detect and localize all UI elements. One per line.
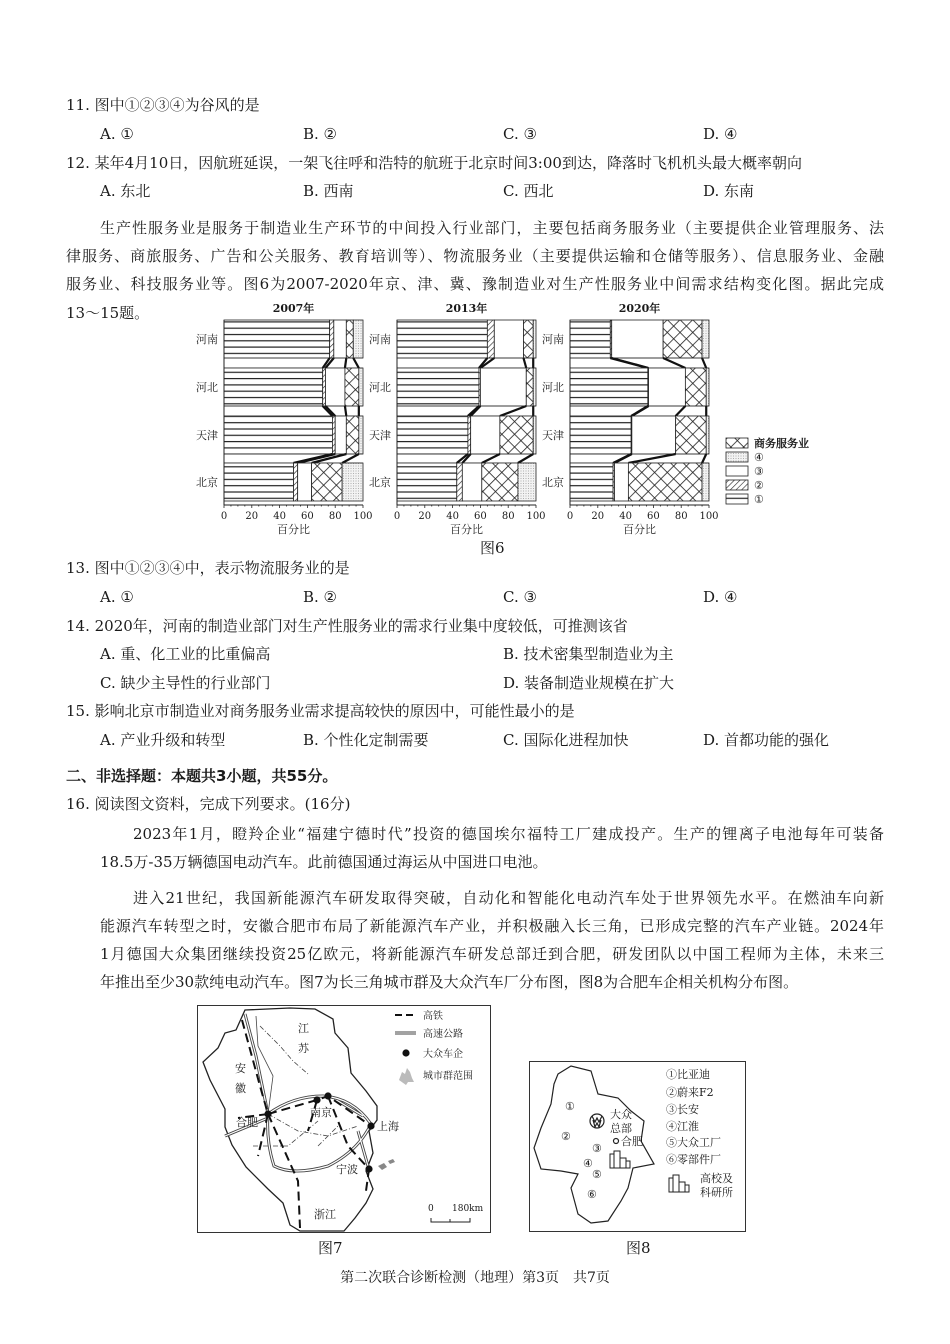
label-jiangsu-2: 苏	[298, 1042, 309, 1055]
legend-high-speed-rail: 高铁	[423, 1011, 443, 1022]
legend-parts-factory: ⑥零部件厂	[666, 1153, 721, 1166]
legend-swatch	[726, 466, 748, 476]
q16-paragraph-line: 能源汽车转型之时，安徽合肥市布局了新能源汽车产业，并积极融入长三角，已形成完整的汽车产业链。2024年	[100, 917, 884, 935]
x-tick-label: 60	[647, 511, 660, 522]
q13-option-a: A. ①	[100, 588, 134, 606]
q11-option-a: A. ①	[100, 125, 134, 143]
q16-paragraph-line: 进入21世纪，我国新能源汽车研发取得突破，自动化和智能化电动汽车处于世界领先水平。在燃油车向新	[133, 889, 884, 907]
connector-line	[628, 454, 675, 463]
connector-line	[663, 358, 685, 368]
mark-1: ①	[565, 1100, 575, 1113]
bar-segment	[224, 463, 294, 501]
legend-label: ④	[754, 451, 764, 464]
bar-segment	[224, 368, 323, 406]
legend-swatch	[726, 438, 748, 448]
legend-changan: ③长安	[666, 1103, 699, 1116]
q13-option-b: B. ②	[303, 588, 338, 606]
q13-option-c: C. ③	[503, 588, 537, 606]
bar-segment	[312, 463, 343, 501]
bar-segment	[294, 463, 298, 501]
bar-segment	[570, 368, 648, 406]
legend-nio: ②蔚来F2	[666, 1086, 714, 1099]
bar-segment	[359, 368, 363, 406]
q14-option-c: C. 缺少主导性的行业部门	[100, 674, 271, 692]
panel-title: 2020年	[618, 302, 661, 315]
x-tick-label: 100	[526, 511, 546, 522]
bar-segment	[346, 320, 353, 358]
panel-title: 2013年	[445, 302, 488, 315]
connector-line	[702, 358, 706, 368]
bar-segment	[345, 368, 359, 406]
category-label: 天津	[542, 429, 564, 442]
category-label: 河南	[542, 333, 564, 346]
q11-option-c: C. ③	[503, 125, 537, 143]
connector-line	[500, 406, 526, 416]
intro-line: 13～15题。	[66, 304, 150, 322]
category-label: 北京	[369, 476, 391, 489]
q13-option-d: D. ④	[703, 588, 738, 606]
mark-2: ②	[561, 1130, 571, 1143]
x-axis-label: 百分比	[277, 523, 310, 536]
connector-line	[523, 358, 526, 368]
bar-segment	[533, 320, 536, 358]
q14-option-d: D. 装备制造业规模在扩大	[503, 674, 675, 692]
bar-segment	[335, 416, 346, 454]
q12-option-c: C. 西北	[503, 182, 554, 200]
legend-vw-plant: 大众车企	[423, 1049, 463, 1060]
bar-segment	[397, 463, 457, 501]
label-ningbo: 宁波	[336, 1163, 358, 1176]
legend-jac: ④江淮	[666, 1120, 699, 1133]
bar-segment	[702, 463, 709, 501]
bar-segment	[523, 320, 533, 358]
q13-stem: 13. 图中①②③④中，表示物流服务业的是	[66, 559, 350, 577]
bar-segment	[494, 320, 523, 358]
label-jiangsu-1: 江	[298, 1022, 309, 1035]
x-tick-label: 0	[566, 511, 574, 522]
panel-title: 2007年	[272, 302, 315, 315]
bar-segment	[702, 320, 709, 358]
figure-7-map	[197, 1005, 491, 1233]
vw-hq-label-2: 总部	[610, 1122, 632, 1135]
bar-segment	[570, 320, 610, 358]
bar-segment	[342, 463, 363, 501]
q14-stem: 14. 2020年，河南的制造业部门对生产性服务业的需求行业集中度较低，可推测该省	[66, 617, 628, 635]
x-tick-label: 60	[474, 511, 487, 522]
q15-option-d: D. 首都功能的强化	[703, 731, 830, 749]
category-label: 河南	[369, 333, 391, 346]
mark-3: ③	[592, 1142, 602, 1155]
q12-option-d: D. 东南	[703, 182, 755, 200]
q16-paragraph-line: 18.5万-35万辆德国电动汽车。此前德国通过海运从中国进口电池。	[100, 853, 548, 871]
bar-segment	[518, 463, 536, 501]
q12-option-b: B. 西南	[303, 182, 354, 200]
legend-city-cluster: 城市群范围	[423, 1071, 473, 1082]
connector-line	[518, 454, 533, 463]
bar-segment	[526, 368, 533, 406]
connector-line	[345, 406, 346, 416]
legend-vw-factory: ⑤大众工厂	[666, 1136, 721, 1149]
q11-option-b: B. ②	[303, 125, 338, 143]
q15-stem: 15. 影响北京市制造业对商务服务业需求提高较快的原因中，可能性最小的是	[66, 702, 575, 720]
bar-segment	[676, 416, 707, 454]
bar-segment	[468, 416, 471, 454]
legend-building-icon	[669, 1175, 689, 1192]
intro-line: 律服务、商旅服务、广告和公关服务、教育培训等）、物流服务业（主要提供运输和仓储等服务）、信息服务业、金融	[66, 247, 884, 265]
vw-hq-label-1: 大众	[610, 1108, 632, 1121]
mark-5: ⑤	[592, 1168, 602, 1181]
section-2-heading: 二、非选择题：本题共3小题，共55分。	[66, 767, 338, 785]
hefei-label: 合肥	[621, 1135, 643, 1148]
bar-segment	[359, 416, 363, 454]
connector-line	[482, 454, 500, 463]
bar-segment	[346, 416, 359, 454]
label-shanghai: 上海	[377, 1120, 399, 1133]
category-label: 北京	[542, 476, 564, 489]
q16-stem: 16. 阅读图文资料，完成下列要求。(16分)	[66, 795, 351, 813]
q15-option-a: A. 产业升级和转型	[100, 731, 226, 749]
legend-university-2: 科研所	[700, 1186, 733, 1199]
legend-university-1: 高校及	[700, 1172, 733, 1185]
x-tick-label: 20	[591, 511, 605, 522]
bar-segment	[323, 368, 326, 406]
q15-option-b: B. 个性化定制需要	[303, 731, 429, 749]
figure-8-map	[529, 1061, 746, 1232]
x-tick-label: 80	[501, 511, 515, 522]
category-label: 河北	[542, 381, 564, 394]
legend-swatch	[726, 480, 748, 490]
q11-stem: 11. 图中①②③④为谷风的是	[66, 96, 260, 114]
legend-label: ①	[754, 493, 764, 506]
bar-segment	[685, 368, 706, 406]
x-tick-label: 80	[328, 511, 342, 522]
bar-segment	[224, 320, 330, 358]
x-tick-label: 100	[353, 511, 373, 522]
scale-distance: 180km	[452, 1204, 484, 1214]
category-label: 天津	[369, 429, 391, 442]
bar-segment	[397, 416, 468, 454]
bar-segment	[649, 368, 686, 406]
connector-line	[702, 454, 706, 463]
bar-segment	[614, 463, 628, 501]
q12-stem: 12. 某年4月10日，因航班延误，一架飞往呼和浩特的航班于北京时间3:00到达，降落时飞机机头最大概率朝向	[66, 154, 802, 172]
bar-segment	[663, 320, 702, 358]
q11-option-d: D. ④	[703, 125, 738, 143]
x-axis-label: 百分比	[623, 523, 656, 536]
legend-label: ②	[754, 479, 764, 492]
bar-segment	[487, 320, 494, 358]
connector-line	[614, 454, 631, 463]
mark-6: ⑥	[587, 1188, 597, 1201]
category-label: 天津	[196, 429, 218, 442]
x-tick-label: 40	[619, 511, 632, 522]
yrd-region-outline	[203, 1008, 377, 1231]
intro-line: 服务业、科技服务业等。图6为2007-2020年京、津、冀、豫制造业对生产性服务业中间需求结构变化图。据此完成	[66, 275, 884, 293]
connector-line	[353, 358, 359, 368]
bar-segment	[224, 416, 332, 454]
connector-line	[612, 358, 649, 368]
bar-segment	[330, 320, 334, 358]
q15-option-c: C. 国际化进程加快	[503, 731, 629, 749]
q14-option-b: B. 技术密集型制造业为主	[503, 645, 674, 663]
intro-line: 生产性服务业是服务于制造业生产环节的中间投入行业部门，主要包括商务服务业（主要提供企业管理服务、法	[100, 219, 884, 237]
x-tick-label: 0	[393, 511, 401, 522]
figure-6-caption: 图6	[480, 539, 505, 557]
bar-segment	[334, 320, 347, 358]
label-nanjing: 南京	[310, 1106, 332, 1119]
bar-segment	[612, 320, 663, 358]
bar-segment	[332, 416, 335, 454]
category-label: 北京	[196, 476, 218, 489]
x-tick-label: 40	[446, 511, 459, 522]
category-label: 河南	[196, 333, 218, 346]
scale-zero: 0	[428, 1204, 434, 1214]
bar-segment	[533, 416, 536, 454]
bar-segment	[457, 463, 463, 501]
scale-bar	[428, 1204, 484, 1222]
label-hefei: 合肥	[236, 1116, 258, 1129]
figure-7-caption: 图7	[318, 1239, 343, 1257]
x-tick-label: 60	[301, 511, 314, 522]
connector-line	[676, 406, 686, 416]
bar-segment	[628, 463, 702, 501]
x-tick-label: 40	[273, 511, 286, 522]
bar-segment	[632, 416, 676, 454]
q16-paragraph-line: 年推出至少30款纯电动汽车。图7为长三角城市群及大众汽车厂分布图，图8为合肥车企相关机构分布图。	[100, 973, 799, 991]
bar-segment	[462, 463, 481, 501]
bar-segment	[482, 463, 518, 501]
legend-highway: 高速公路	[423, 1029, 463, 1040]
figure-7-legend	[395, 1009, 473, 1085]
bar-segment	[706, 368, 709, 406]
category-label: 河北	[196, 381, 218, 394]
bar-segment	[500, 416, 533, 454]
x-tick-label: 100	[699, 511, 719, 522]
bar-segment	[471, 416, 500, 454]
figure-8-caption: 图8	[626, 1239, 651, 1257]
label-zhejiang: 浙江	[314, 1208, 336, 1221]
x-tick-label: 20	[245, 511, 259, 522]
q16-paragraph-line: 1月德国大众集团继续投资25亿欧元，将新能源汽车研发总部迁到合肥，研发团队以中国工程师为主体，未来三	[100, 945, 884, 963]
legend-label: ③	[754, 465, 764, 478]
category-label: 河北	[369, 381, 391, 394]
bar-segment	[397, 368, 479, 406]
bar-segment	[298, 463, 312, 501]
x-tick-label: 20	[418, 511, 432, 522]
q12-option-a: A. 东北	[100, 182, 151, 200]
bar-segment	[480, 368, 526, 406]
bar-segment	[397, 320, 487, 358]
legend-swatch	[726, 452, 748, 462]
islands	[378, 1159, 395, 1170]
page-footer: 第二次联合诊断检测（地理）第3页 共7页	[340, 1270, 610, 1286]
q14-option-a: A. 重、化工业的比重偏高	[100, 645, 271, 663]
label-anhui-2: 徽	[235, 1082, 246, 1095]
figure-6-chart	[190, 300, 850, 540]
x-tick-label: 0	[220, 511, 228, 522]
bar-segment	[570, 416, 631, 454]
label-anhui-1: 安	[235, 1062, 246, 1075]
bar-segment	[533, 368, 536, 406]
legend-byd: ①比亚迪	[666, 1068, 710, 1081]
bar-segment	[570, 463, 613, 501]
q16-paragraph-line: 2023年1月，瞪羚企业“福建宁德时代”投资的德国埃尔福特工厂建成投产。生产的锂离子电池每年可装备	[133, 825, 884, 843]
bar-segment	[353, 320, 363, 358]
mark-4: ④	[583, 1157, 593, 1170]
bar-segment	[325, 368, 344, 406]
legend-swatch	[726, 494, 748, 504]
connector-line	[632, 406, 649, 416]
x-axis-label: 百分比	[450, 523, 483, 536]
x-tick-label: 80	[674, 511, 688, 522]
bar-segment	[706, 416, 709, 454]
connector-line	[345, 358, 346, 368]
legend-label: 商务服务业	[754, 437, 809, 450]
